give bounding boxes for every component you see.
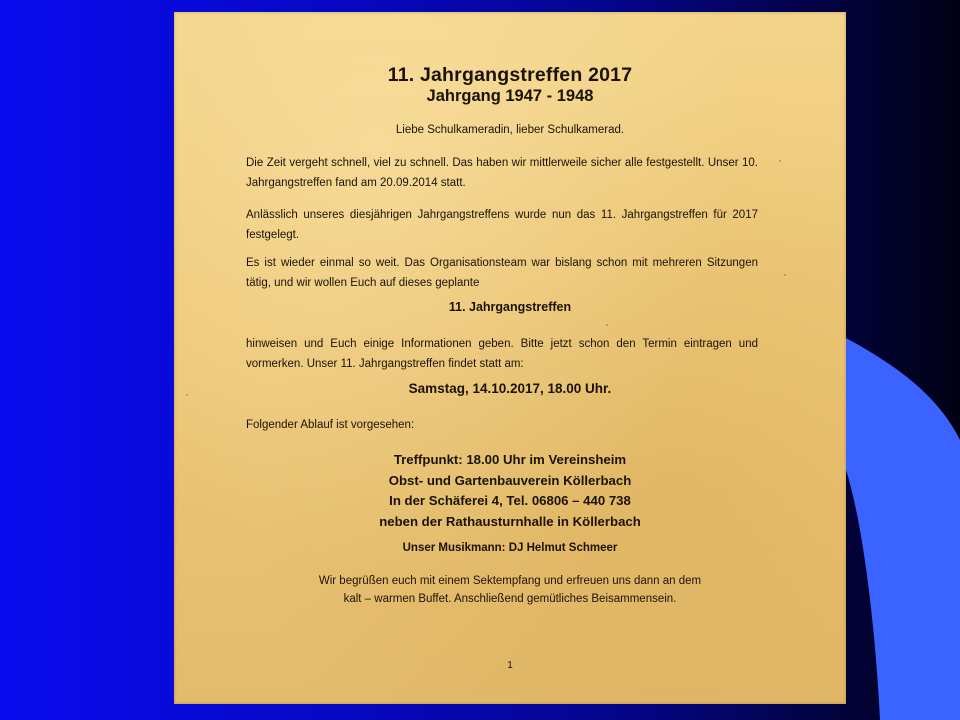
venue-block — [174, 450, 846, 532]
paragraph-schedule-intro: Folgender Ablauf ist vorgesehen: — [246, 419, 415, 431]
paragraph-intro: Die Zeit vergeht schnell, viel zu schnell. Das haben wir mittlerweile sicher alle festgestellt. Unser 10. Jahrgangstreffen fand am 20.09.2014 statt. — [246, 157, 758, 189]
event-date: Samstag, 14.10.2017, 18.00 Uhr. — [408, 381, 612, 396]
paragraph-organisation: Es ist wieder einmal so weit. Das Organisationsteam war bislang schon mit mehreren Sitzungen tätig, und wir wollen Euch auf dieses geplante — [246, 257, 758, 289]
paper-speck — [606, 324, 608, 326]
letter-title: 11. Jahrgangstreffen 2017 — [387, 64, 633, 86]
music-info: Unser Musikmann: DJ Helmut Schmeer — [402, 542, 618, 554]
closing-line-1: Wir begrüßen euch mit einem Sektempfang und erfreuen uns dann an dem — [318, 575, 702, 587]
venue-line-address: In der Schäferei 4, Tel. 06806 – 440 738 — [389, 493, 631, 508]
event-heading: 11. Jahrgangstreffen — [448, 300, 572, 314]
letter-subtitle: Jahrgang 1947 - 1948 — [426, 87, 594, 105]
paper-speck — [186, 394, 188, 396]
page-number: 1 — [507, 660, 513, 671]
letter-content — [174, 12, 846, 704]
venue-line-club: Obst- und Gartenbauverein Köllerbach — [388, 472, 632, 488]
venue-line-meeting-point: Treffpunkt: 18.00 Uhr im Vereinsheim — [393, 452, 627, 467]
scanned-letter-page — [174, 12, 846, 704]
paper-speck — [784, 274, 786, 276]
swoosh-shape — [846, 338, 960, 720]
paragraph-announcement: Anlässlich unseres diesjährigen Jahrgangstreffens wurde nun das 11. Jahrgangstreffen für 2017 festgelegt. — [246, 209, 758, 241]
closing-line-2: kalt – warmen Buffet. Anschließend gemütliches Beisammensein. — [343, 593, 677, 605]
venue-line-location: neben der Rathausturnhalle in Köllerbach — [379, 513, 641, 529]
paper-speck — [779, 160, 781, 162]
letter-greeting: Liebe Schulkameradin, lieber Schulkamerad. — [395, 124, 625, 136]
closing-text — [174, 572, 846, 608]
paragraph-information: hinweisen und Euch einige Informationen geben. Bitte jetzt schon den Termin eintragen und vormerken. Unser 11. Jahrgangstreffen findet statt am: — [246, 338, 758, 370]
